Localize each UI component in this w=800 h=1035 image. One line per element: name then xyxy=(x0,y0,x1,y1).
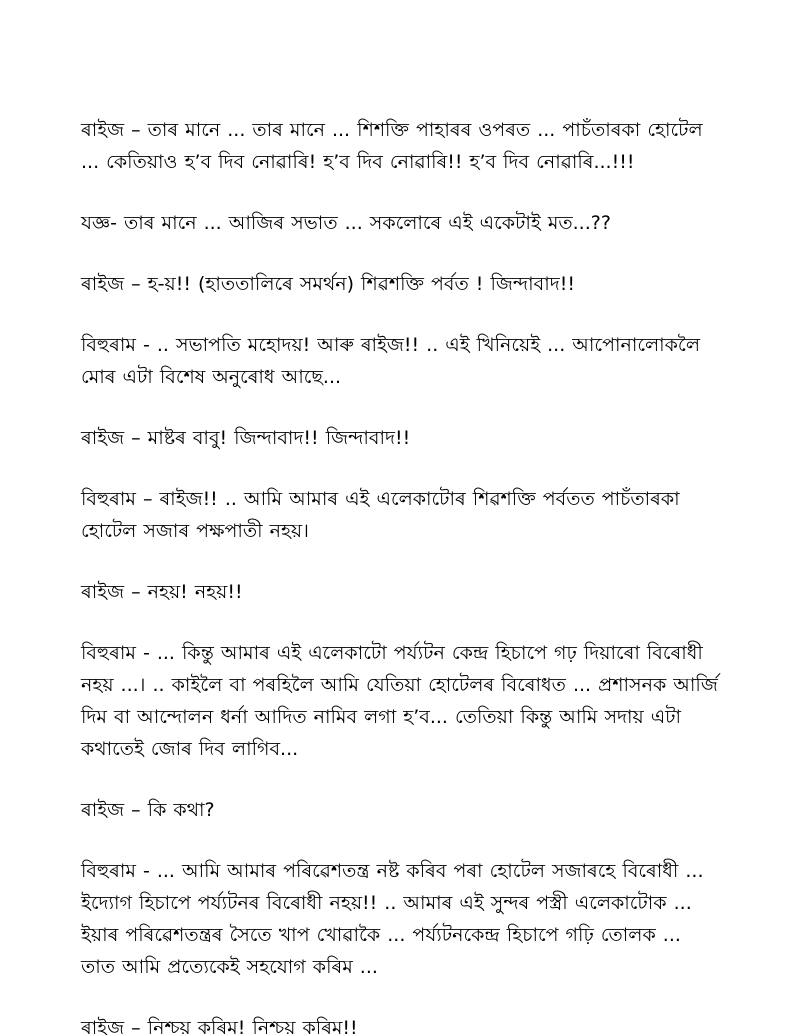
dialogue-line-raij-2: ৰাইজ – হ-য়!! (হাততালিৰে সমৰ্থন) শিৱশক্তি পৰ্বত ! জিন্দাবাদ!! xyxy=(81,273,575,295)
dialogue-line-bihuram-4: বিহুৰাম - ... আমি আমাৰ পৰিৱেশতন্ত্ৰ নষ্ট কৰিব পৰা হোটেল সজাৰহে বিৰোধী ... ইদ্যোগ হিচাপে পৰ্য্যটনৰ বিৰোধী নহয়!! .. আমাৰ এই সুন্দৰ পস্ত্ৰী এলেকাটোক ... ইয়াৰ পৰিৱেশতন্ত্ৰৰ সৈতে খাপ খোৱাকৈ ... পৰ্য্যটনকেন্দ্ৰ হিচাপে গঢ়ি তোলক ... তাত আমি প্ৰত্যেকেই সহযোগ কৰিম ... xyxy=(81,860,704,978)
dialogue-line-raij-1: ৰাইজ – তাৰ মানে ... তাৰ মানে ... শিশক্তি পাহাৰৰ ওপৰত ... পাচঁতাৰকা হোটেল ... কেতিয়াও হ’ব দিব নোৱাৰি! হ’ব দিব নোৱাৰি!! হ’ব দিব নোৱাৰি...!!! xyxy=(81,119,703,173)
dialogue-line-raij-5: ৰাইজ – কি কথা? xyxy=(81,799,215,821)
dialogue-line-raij-4: ৰাইজ – নহয়! নহয়!! xyxy=(81,581,243,603)
script-text-block xyxy=(81,114,721,1035)
dialogue-line-bihuram-2: বিহুৰাম – ৰাইজ!! .. আমি আমাৰ এই এলেকাটোৰ শিৱশক্তি পৰ্বতত পাচঁতাৰকা হোটেল সজাৰ পক্ষপাতী নহয়। xyxy=(81,488,680,542)
dialogue-line-bihuram-1: বিহুৰাম - .. সভাপতি মহোদয়! আৰু ৰাইজ!! .. এই খিনিয়েই ... আপোনালোকলৈ মোৰ এটা বিশেষ অনুৰোধ আছে... xyxy=(81,334,701,388)
dialogue-line-raij-6: ৰাইজ – নিশ্চয় কৰিম! নিশ্চয় কৰিম!! xyxy=(81,1017,358,1035)
dialogue-line-jagya-1: যজ্ঞ- তাৰ মানে ... আজিৰ সভাত ... সকলোৰে এই একেটাই মত...?? xyxy=(81,212,611,234)
dialogue-line-raij-3: ৰাইজ – মাষ্টৰ বাবু! জিন্দাবাদ!! জিন্দাবাদ!! xyxy=(81,427,411,449)
dialogue-line-bihuram-3: বিহুৰাম - ... কিন্তু আমাৰ এই এলেকাটো পৰ্য্যটন কেন্দ্ৰ হিচাপে গঢ় দিয়াৰো বিৰোধী নহয় ...। .. কাইলৈ বা পৰহিলৈ আমি যেতিয়া হোটেলৰ বিৰোধত ... প্ৰশাসনক আৰ্জি দিম বা আন্দোলন ধৰ্না আদিত নামিব লগা হ’ব... তেতিয়া কিন্তু আমি সদায় এটা কথাতেই জোৰ দিব লাগিব... xyxy=(81,642,718,760)
